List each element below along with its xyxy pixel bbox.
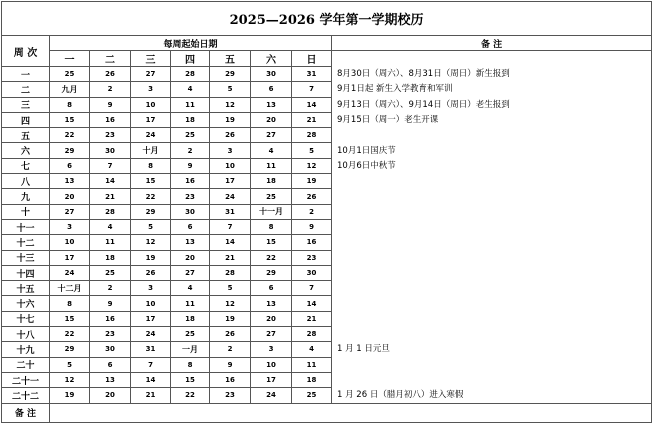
note-item: 9月13日（周六）、9月14日（周日）老生报到 — [337, 99, 510, 110]
date-cell: 31 — [131, 342, 171, 357]
date-cell: 6 — [50, 158, 90, 173]
date-cell: 24 — [210, 189, 251, 204]
date-cell: 7 — [131, 357, 171, 372]
school-calendar-table — [1, 1, 652, 423]
footer-notes-label: 备 注 — [2, 403, 50, 422]
date-cell: 3 — [50, 219, 90, 234]
date-cell: 15 — [50, 112, 90, 127]
date-cell: 27 — [50, 204, 90, 219]
date-cell: 6 — [90, 357, 131, 372]
date-cell: 26 — [210, 327, 251, 342]
date-cell: 26 — [210, 128, 251, 143]
date-cell: 3 — [131, 281, 171, 296]
date-cell: 10 — [50, 235, 90, 250]
date-cell: 31 — [210, 204, 251, 219]
date-cell: 11 — [90, 235, 131, 250]
month-start-cell: 十一月 — [251, 204, 292, 219]
date-cell: 15 — [171, 372, 210, 387]
date-cell: 8 — [50, 296, 90, 311]
week-number: 二十一 — [2, 372, 50, 387]
date-cell: 9 — [210, 357, 251, 372]
date-cell: 30 — [251, 67, 292, 82]
week-number: 十八 — [2, 327, 50, 342]
date-cell: 20 — [171, 250, 210, 265]
week-number: 十七 — [2, 311, 50, 326]
date-cell: 2 — [210, 342, 251, 357]
date-cell: 25 — [171, 327, 210, 342]
date-cell: 3 — [210, 143, 251, 158]
date-cell: 13 — [90, 372, 131, 387]
date-cell: 11 — [251, 158, 292, 173]
date-cell: 2 — [171, 143, 210, 158]
date-cell: 16 — [90, 311, 131, 326]
week-number: 四 — [2, 112, 50, 127]
week-number: 二十二 — [2, 388, 50, 403]
date-cell: 16 — [171, 174, 210, 189]
footer-notes-value — [50, 403, 652, 422]
date-cell: 18 — [90, 250, 131, 265]
week-number: 十六 — [2, 296, 50, 311]
month-start-cell: 九月 — [50, 82, 90, 97]
date-cell: 20 — [90, 388, 131, 403]
date-cell: 5 — [292, 143, 332, 158]
week-number: 十 — [2, 204, 50, 219]
date-cell: 9 — [171, 158, 210, 173]
date-cell: 26 — [90, 67, 131, 82]
date-cell: 17 — [251, 372, 292, 387]
date-cell: 18 — [171, 112, 210, 127]
date-cell: 17 — [131, 311, 171, 326]
date-cell: 12 — [50, 372, 90, 387]
date-cell: 26 — [292, 189, 332, 204]
date-cell: 29 — [251, 265, 292, 280]
date-cell: 21 — [292, 311, 332, 326]
date-cell: 24 — [50, 265, 90, 280]
week-number: 六 — [2, 143, 50, 158]
week-number: 七 — [2, 158, 50, 173]
note-item: 1 月 1 日元旦 — [337, 344, 390, 355]
date-cell: 23 — [171, 189, 210, 204]
date-cell: 20 — [251, 112, 292, 127]
date-cell: 25 — [50, 67, 90, 82]
date-cell: 23 — [292, 250, 332, 265]
date-cell: 28 — [90, 204, 131, 219]
weekday-header: 日 — [292, 51, 332, 67]
date-cell: 15 — [131, 174, 171, 189]
note-item: 1 月 26 日（腊月初八）进入寒假 — [337, 390, 464, 401]
week-number: 十四 — [2, 265, 50, 280]
date-cell: 10 — [131, 296, 171, 311]
date-cell: 12 — [131, 235, 171, 250]
date-cell: 15 — [251, 235, 292, 250]
date-cell: 7 — [292, 281, 332, 296]
date-cell: 2 — [292, 204, 332, 219]
date-cell: 8 — [251, 219, 292, 234]
date-cell: 14 — [131, 372, 171, 387]
date-cell: 29 — [131, 204, 171, 219]
date-cell: 4 — [251, 143, 292, 158]
date-cell: 13 — [171, 235, 210, 250]
date-cell: 6 — [171, 219, 210, 234]
date-cell: 25 — [171, 128, 210, 143]
week-number: 三 — [2, 97, 50, 112]
date-cell: 30 — [292, 265, 332, 280]
date-cell: 4 — [171, 281, 210, 296]
date-cell: 4 — [171, 82, 210, 97]
date-cell: 11 — [171, 296, 210, 311]
date-cell: 11 — [292, 357, 332, 372]
date-cell: 13 — [251, 97, 292, 112]
date-cell: 30 — [90, 143, 131, 158]
date-cell: 22 — [251, 250, 292, 265]
date-cell: 28 — [171, 67, 210, 82]
date-cell: 2 — [90, 281, 131, 296]
weekday-header: 五 — [210, 51, 251, 67]
week-number: 十三 — [2, 250, 50, 265]
date-cell: 8 — [171, 357, 210, 372]
week-number: 二 — [2, 82, 50, 97]
weekday-header: 二 — [90, 51, 131, 67]
date-cell: 18 — [171, 311, 210, 326]
date-cell: 21 — [210, 250, 251, 265]
date-cell: 20 — [251, 311, 292, 326]
date-cell: 7 — [210, 219, 251, 234]
date-cell: 22 — [50, 128, 90, 143]
note-item: 10月1日国庆节 — [337, 145, 396, 156]
week-number: 八 — [2, 174, 50, 189]
note-item: 10月6日中秋节 — [337, 160, 396, 171]
date-cell: 25 — [90, 265, 131, 280]
note-item: 8月30日（周六）、8月31日（周日）新生报到 — [337, 69, 510, 80]
date-cell: 17 — [131, 112, 171, 127]
date-cell: 4 — [292, 342, 332, 357]
week-number: 五 — [2, 128, 50, 143]
footer-row — [2, 403, 652, 422]
date-cell: 7 — [292, 82, 332, 97]
date-cell: 25 — [292, 388, 332, 403]
date-cell: 9 — [90, 97, 131, 112]
date-cell: 22 — [131, 189, 171, 204]
date-cell: 24 — [131, 327, 171, 342]
week-number: 一 — [2, 67, 50, 82]
date-cell: 14 — [292, 296, 332, 311]
start-date-header: 每周起始日期 — [50, 36, 332, 51]
weekday-header: 一 — [50, 51, 90, 67]
date-cell: 22 — [50, 327, 90, 342]
date-cell: 17 — [210, 174, 251, 189]
date-cell: 19 — [210, 311, 251, 326]
date-cell: 27 — [251, 327, 292, 342]
date-cell: 28 — [210, 265, 251, 280]
date-cell: 5 — [50, 357, 90, 372]
date-cell: 14 — [90, 174, 131, 189]
date-cell: 21 — [90, 189, 131, 204]
date-cell: 9 — [292, 219, 332, 234]
date-cell: 29 — [50, 143, 90, 158]
date-cell: 8 — [131, 158, 171, 173]
date-cell: 29 — [210, 67, 251, 82]
date-cell: 3 — [251, 342, 292, 357]
date-cell: 6 — [251, 281, 292, 296]
date-cell: 31 — [292, 67, 332, 82]
date-cell: 17 — [50, 250, 90, 265]
date-cell: 16 — [90, 112, 131, 127]
date-cell: 25 — [251, 189, 292, 204]
date-cell: 28 — [292, 128, 332, 143]
weekday-header: 三 — [131, 51, 171, 67]
date-cell: 15 — [50, 311, 90, 326]
date-cell: 16 — [292, 235, 332, 250]
date-cell: 4 — [90, 219, 131, 234]
date-cell: 18 — [251, 174, 292, 189]
month-start-cell: 一月 — [171, 342, 210, 357]
date-cell: 19 — [131, 250, 171, 265]
date-cell: 11 — [171, 97, 210, 112]
date-cell: 12 — [210, 296, 251, 311]
date-cell: 9 — [90, 296, 131, 311]
date-cell: 28 — [292, 327, 332, 342]
page-title: 2025—2026 学年第一学期校历 — [2, 2, 652, 36]
date-cell: 2 — [90, 82, 131, 97]
date-cell: 23 — [90, 327, 131, 342]
date-cell: 16 — [210, 372, 251, 387]
week-number: 十二 — [2, 235, 50, 250]
date-cell: 19 — [210, 112, 251, 127]
date-cell: 26 — [131, 265, 171, 280]
note-item: 9月15日（周一）老生开课 — [337, 115, 439, 126]
week-number: 九 — [2, 189, 50, 204]
date-cell: 3 — [131, 82, 171, 97]
note-item: 9月1日起 新生入学教育和军训 — [337, 84, 453, 95]
week-number-header: 周 次 — [2, 36, 50, 67]
date-cell: 21 — [292, 112, 332, 127]
date-cell: 20 — [50, 189, 90, 204]
date-cell: 12 — [292, 158, 332, 173]
weekday-header: 六 — [251, 51, 292, 67]
date-cell: 27 — [171, 265, 210, 280]
date-cell: 23 — [210, 388, 251, 403]
date-cell: 22 — [171, 388, 210, 403]
week-number: 二十 — [2, 357, 50, 372]
date-cell: 5 — [210, 82, 251, 97]
week-number: 十九 — [2, 342, 50, 357]
date-cell: 14 — [292, 97, 332, 112]
date-cell: 30 — [90, 342, 131, 357]
date-cell: 5 — [210, 281, 251, 296]
date-cell: 13 — [50, 174, 90, 189]
month-start-cell: 十二月 — [50, 281, 90, 296]
date-cell: 8 — [50, 97, 90, 112]
date-cell: 6 — [251, 82, 292, 97]
month-start-cell: 十月 — [131, 143, 171, 158]
date-cell: 10 — [131, 97, 171, 112]
date-cell: 19 — [50, 388, 90, 403]
date-cell: 12 — [210, 97, 251, 112]
week-number: 十五 — [2, 281, 50, 296]
weekday-header: 四 — [171, 51, 210, 67]
week-number: 十一 — [2, 219, 50, 234]
date-cell: 23 — [90, 128, 131, 143]
date-cell: 18 — [292, 372, 332, 387]
date-cell: 10 — [210, 158, 251, 173]
date-cell: 27 — [131, 67, 171, 82]
date-cell: 13 — [251, 296, 292, 311]
date-cell: 7 — [90, 158, 131, 173]
date-cell: 14 — [210, 235, 251, 250]
date-cell: 19 — [292, 174, 332, 189]
date-cell: 30 — [171, 204, 210, 219]
notes-header: 备 注 — [332, 36, 652, 51]
date-cell: 29 — [50, 342, 90, 357]
date-cell: 5 — [131, 219, 171, 234]
date-cell: 24 — [251, 388, 292, 403]
date-cell: 24 — [131, 128, 171, 143]
date-cell: 10 — [251, 357, 292, 372]
date-cell: 21 — [131, 388, 171, 403]
date-cell: 27 — [251, 128, 292, 143]
